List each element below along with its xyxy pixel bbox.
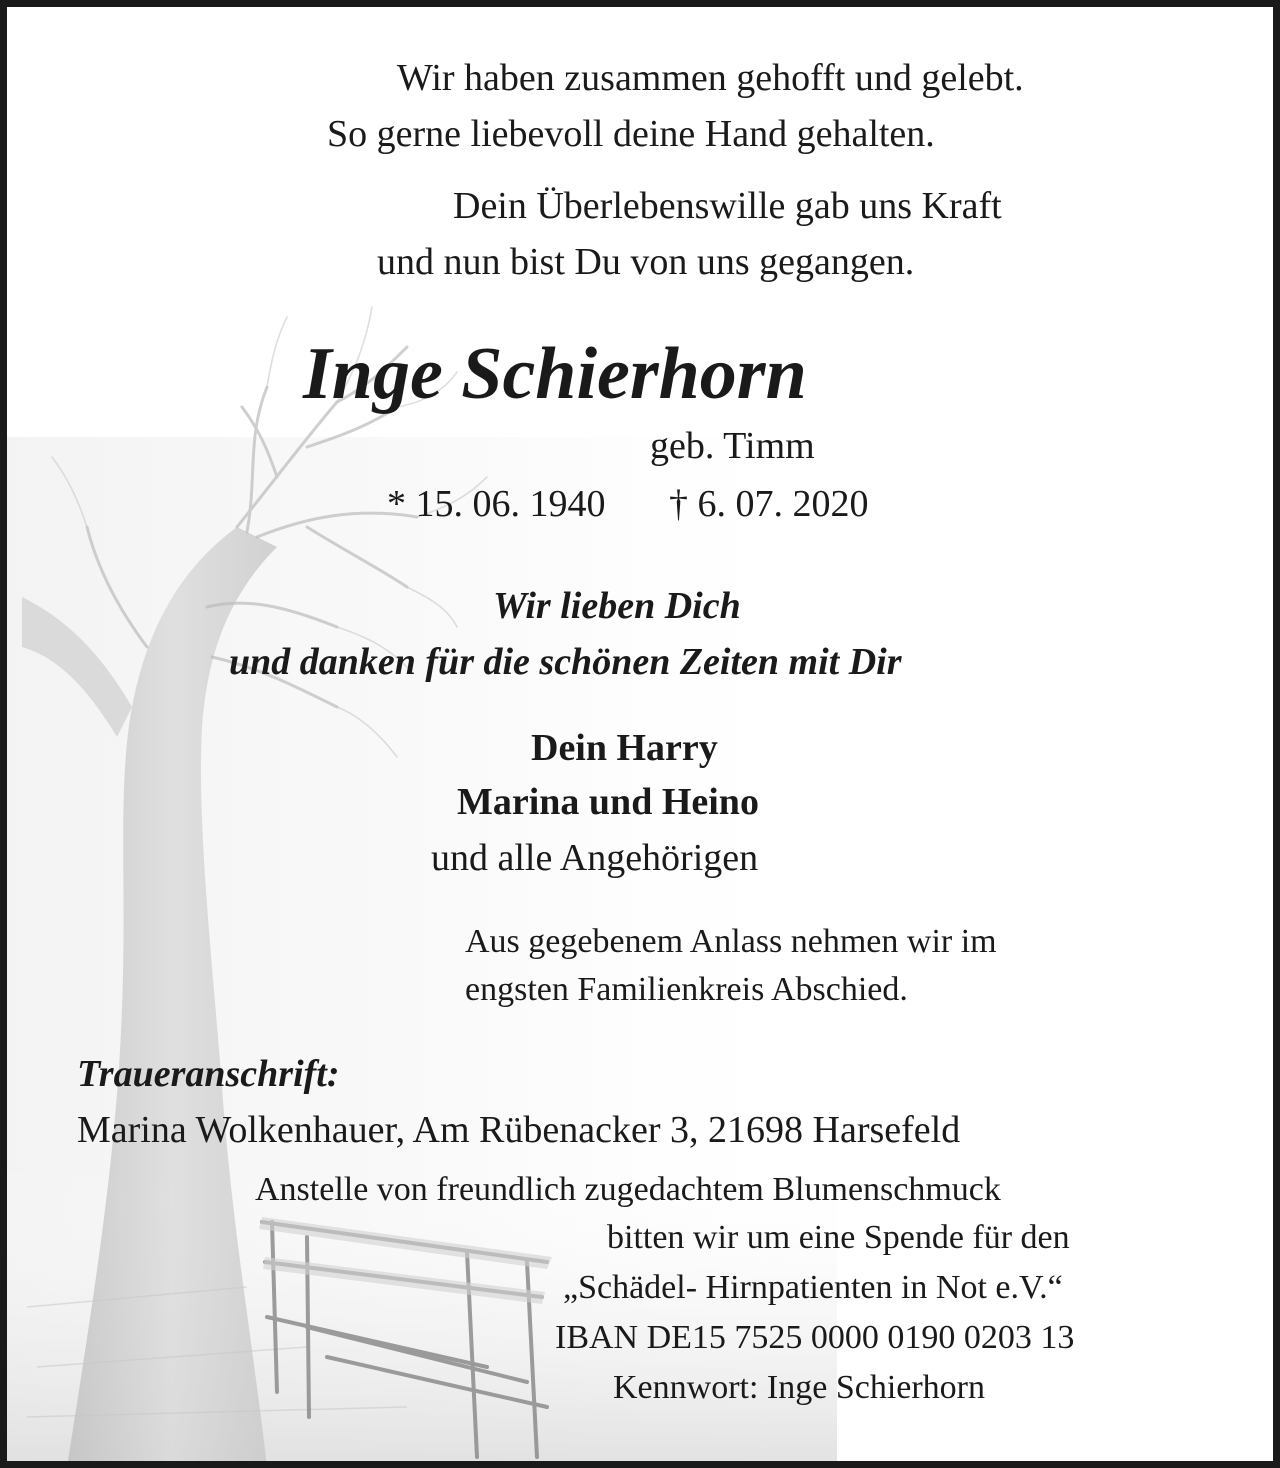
poem-line-2: So gerne liebevoll deine Hand gehalten.	[327, 113, 935, 155]
notice-line-2: engsten Familienkreis Abschied.	[465, 971, 908, 1008]
death-date: † 6. 07. 2020	[669, 483, 869, 525]
birth-date: * 15. 06. 1940	[387, 483, 606, 525]
poem-line-3: Dein Überlebenswille gab uns Kraft	[453, 185, 1002, 227]
donation-recipient: „Schädel- Hirnpatienten in Not e.V.“	[563, 1269, 1063, 1306]
donation-iban: IBAN DE15 7525 0000 0190 0203 13	[555, 1319, 1075, 1356]
notice-line-1: Aus gegebenem Anlass nehmen wir im	[465, 923, 997, 960]
poem-line-4: und nun bist Du von uns gegangen.	[377, 241, 915, 283]
maiden-name: geb. Timm	[650, 425, 815, 467]
poem-line-1: Wir haben zusammen gehofft und gelebt.	[397, 57, 1024, 99]
donation-line-1: Anstelle von freundlich zugedachtem Blumenschmuck	[255, 1171, 1001, 1208]
donation-keyword: Kennwort: Inge Schierhorn	[613, 1369, 986, 1406]
donation-line-2: bitten wir um eine Spende für den	[607, 1219, 1070, 1256]
address-heading: Traueranschrift:	[77, 1053, 340, 1095]
dedication-line-2: und danken für die schönen Zeiten mit Dir	[229, 641, 902, 683]
mourning-address: Marina Wolkenhauer, Am Rübenacker 3, 21698 Harsefeld	[77, 1109, 961, 1151]
dedication-line-1: Wir lieben Dich	[493, 585, 741, 627]
deceased-name: Inge Schierhorn	[303, 333, 807, 415]
mourner-relatives: und alle Angehörigen	[431, 837, 759, 879]
mourner-harry: Dein Harry	[531, 727, 718, 769]
mourner-marina-heino: Marina und Heino	[457, 781, 759, 823]
